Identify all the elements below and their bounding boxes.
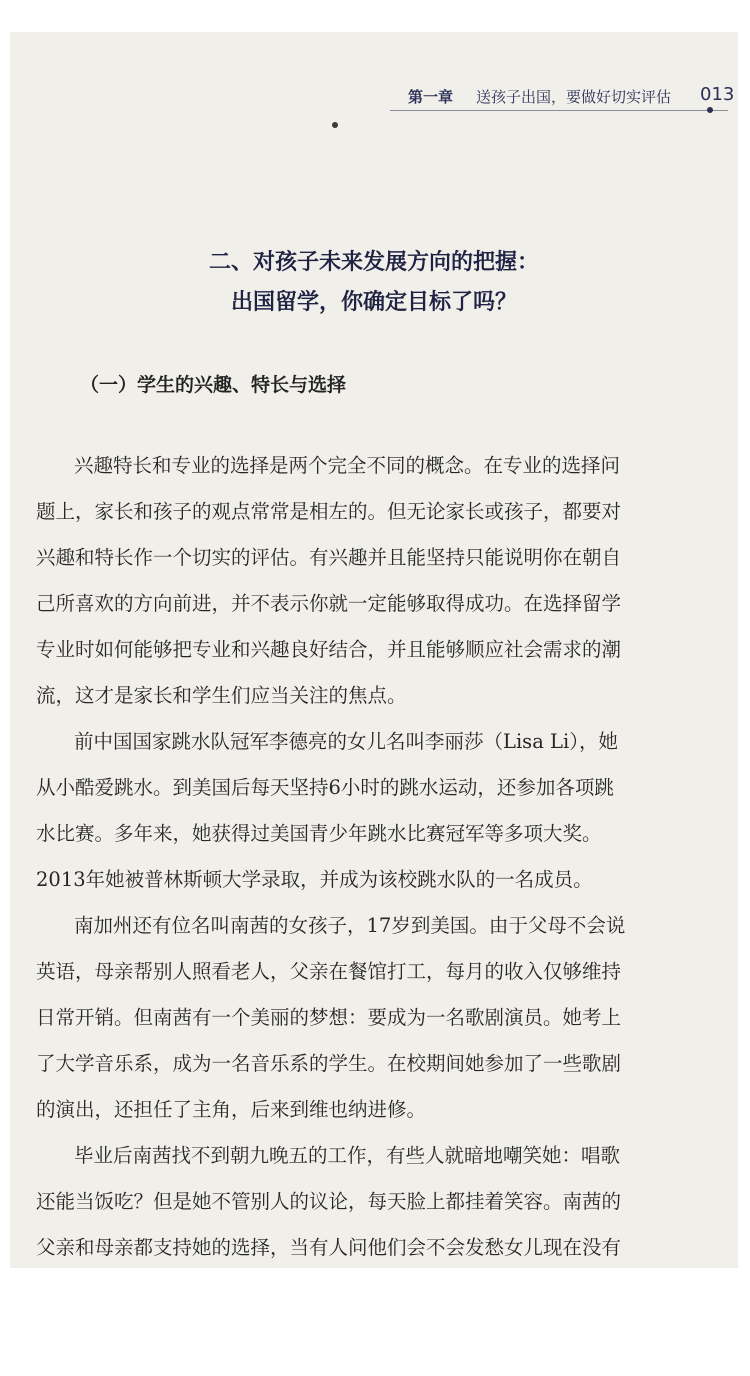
text-line: 英语，母亲帮别人照看老人，父亲在餐馆打工，每月的收入仅够维持 (36, 960, 622, 983)
text-line: 父亲和母亲都支持她的选择，当有人问他们会不会发愁女儿现在没有 (36, 1236, 622, 1259)
text-line: 日常开销。但南茜有一个美丽的梦想：要成为一名歌剧演员。她考上 (36, 1006, 622, 1029)
chapter-title: 送孩子出国，要做好切实评估 (476, 88, 672, 106)
text-line: 流，这才是家长和学生们应当关注的焦点。 (36, 684, 407, 707)
header-rule (390, 110, 728, 111)
running-header (10, 80, 738, 116)
text-line: 还能当饭吃？但是她不管别人的议论，每天脸上都挂着笑容。南茜的 (36, 1190, 622, 1213)
text-line: 兴趣特长和专业的选择是两个完全不同的概念。在专业的选择问 (74, 454, 621, 477)
text-line: 南加州还有位名叫南茜的女孩子，17岁到美国。由于父母不会说 (74, 914, 626, 937)
section-title-line-2: 出国留学，你确定目标了吗？ (230, 290, 517, 315)
text-line: 了大学音乐系，成为一名音乐系的学生。在校期间她参加了一些歌剧 (36, 1052, 622, 1075)
text-line: 的演出，还担任了主角，后来到维也纳进修。 (36, 1098, 427, 1121)
page-number: 013 (700, 84, 735, 105)
text-line: 己所喜欢的方向前进，并不表示你就一定能够取得成功。在选择留学 (36, 592, 622, 615)
header-dot-icon (707, 107, 713, 113)
text-line: 水比赛。多年来，她获得过美国青少年跳水比赛冠军等多项大奖。 (36, 822, 602, 845)
subsection-title: （一）学生的兴趣、特长与选择 (80, 374, 347, 396)
text-line: 专业时如何能够把专业和兴趣良好结合，并且能够顺应社会需求的潮 (36, 638, 622, 661)
text-line: 从小酷爱跳水。到美国后每天坚持6小时的跳水运动，还参加各项跳 (36, 776, 614, 799)
text-line: 毕业后南茜找不到朝九晚五的工作，有些人就暗地嘲笑她：唱歌 (74, 1144, 621, 1167)
text-line: 兴趣和特长作一个切实的评估。有兴趣并且能坚持只能说明你在朝自 (36, 546, 622, 569)
ornament-dot-icon (332, 122, 338, 128)
text-line: 2013年她被普林斯顿大学录取，并成为该校跳水队的一名成员。 (36, 868, 593, 891)
section-title-line-1: 二、对孩子未来发展方向的把握： (208, 250, 539, 275)
text-line: 前中国国家跳水队冠军李德亮的女儿名叫李丽莎（Lisa Li），她 (74, 730, 618, 753)
text-line: 题上，家长和孩子的观点常常是相左的。但无论家长或孩子，都要对 (36, 500, 622, 523)
chapter-label: 第一章 (408, 88, 454, 106)
book-page (10, 32, 738, 1268)
